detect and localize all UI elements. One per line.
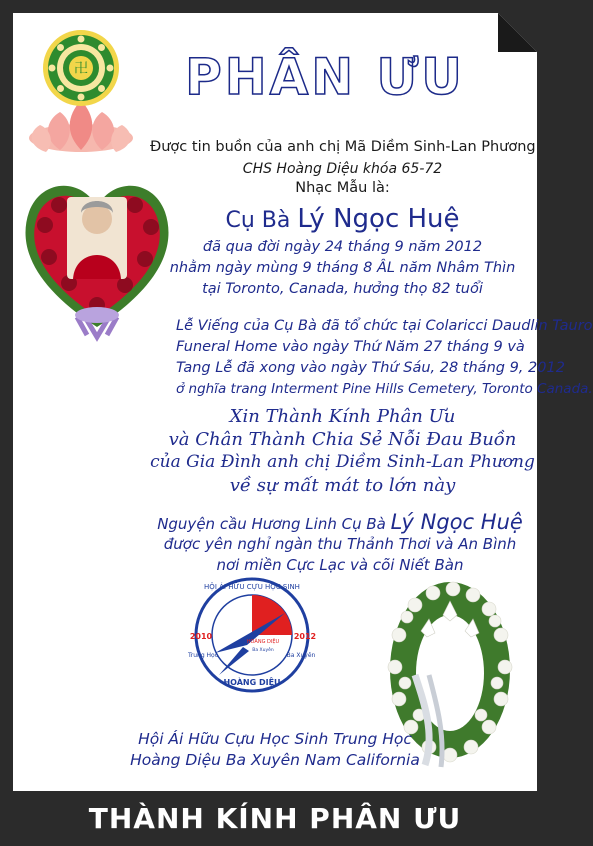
funeral-line-4: ở nghĩa trang Interment Pine Hills Cemetery, Toronto Canada. xyxy=(176,381,593,397)
logo-inner-text: HOÀNG DIỆU xyxy=(246,639,280,645)
prayer-line-2: được yên nghỉ ngàn thu Thảnh Thơi và An Bình xyxy=(163,535,517,553)
signature-line-2: Hoàng Diệu Ba Xuyên Nam California xyxy=(130,751,420,769)
logo-ring-text: HỘI ÁI HỮU CỰU HỌC SINH xyxy=(204,583,300,591)
page-title: PHÂN ƯU xyxy=(185,48,465,106)
footer-banner xyxy=(0,791,550,846)
folded-corner xyxy=(498,13,537,52)
prayer-name: Lý Ngọc Huệ xyxy=(390,510,523,534)
dharma-wheel-lotus-icon xyxy=(20,20,142,160)
funeral-line-1: Lễ Viếng của Cụ Bà đã tổ chức tại Colaricci Daudlin Tauro xyxy=(176,318,593,334)
deceased-name-line xyxy=(150,204,535,234)
intro-line-2: CHS Hoàng Diệu khóa 65-72 xyxy=(242,161,443,177)
funeral-line-3: Tang Lễ đã xong vào ngày Thứ Sáu, 28 tháng 9, 2012 xyxy=(176,360,565,376)
condolence-line-4: về sự mất mát to lớn này xyxy=(229,475,456,496)
intro-line-3: Nhạc Mẫu là: xyxy=(295,180,390,196)
death-info-line-2: nhằm ngày mùng 9 tháng 8 ÂL năm Nhâm Thìn xyxy=(169,260,516,276)
logo-year-left: 2010 xyxy=(189,632,213,641)
funeral-line-2: Funeral Home vào ngày Thứ Năm 27 tháng 9 và xyxy=(176,339,525,355)
prayer-prefix: Nguyện cầu Hương Linh Cụ Bà xyxy=(157,515,386,533)
deceased-prefix: Cụ Bà xyxy=(225,208,291,233)
intro-line-1: Được tin buồn của anh chị Mã Diềm Sinh-Lan Phương xyxy=(150,139,536,155)
death-info-line-1: đã qua đời ngày 24 tháng 9 năm 2012 xyxy=(202,239,483,255)
prayer-line-1 xyxy=(140,510,540,534)
school-association-logo xyxy=(185,575,320,695)
logo-inner-small: Ba Xuyên xyxy=(252,648,274,653)
condolence-line-3: của Gia Đình anh chị Diềm Sinh-Lan Phương xyxy=(150,452,535,472)
condolence-line-2: và Chân Thành Chia Sẻ Nỗi Đau Buồn xyxy=(168,429,517,450)
death-info-line-3: tại Toronto, Canada, hưởng thọ 82 tuổi xyxy=(202,281,483,297)
svg-text:卍: 卍 xyxy=(74,61,88,77)
logo-side-right: Ba Xuyên xyxy=(286,652,316,659)
signature-line-1: Hội Ái Hữu Cựu Học Sinh Trung Học xyxy=(138,730,412,748)
footer-title: THÀNH KÍNH PHÂN ƯU xyxy=(88,802,462,835)
prayer-line-3: nơi miền Cực Lạc và cõi Niết Bàn xyxy=(216,556,464,574)
logo-side-left: Trung Học xyxy=(187,652,219,659)
deceased-name: Lý Ngọc Huệ xyxy=(297,204,460,234)
logo-bottom-text: HOÀNG DIỆU xyxy=(223,678,281,687)
logo-year-right: 2012 xyxy=(293,632,317,641)
condolence-line-1: Xin Thành Kính Phân Ưu xyxy=(229,406,456,427)
